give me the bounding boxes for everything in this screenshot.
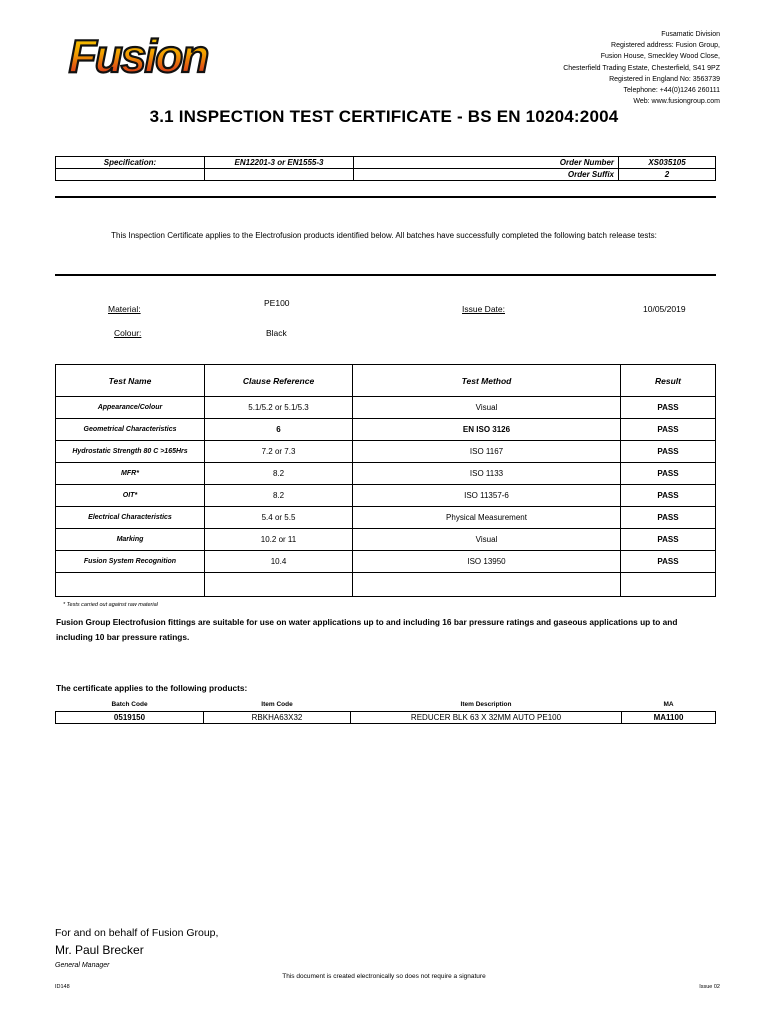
test-result: PASS [621, 463, 716, 485]
colour-label: Colour: [114, 328, 142, 338]
issue-number: Issue 02 [699, 984, 720, 990]
test-method: ISO 11357-6 [353, 485, 621, 507]
test-result: PASS [621, 441, 716, 463]
clause-ref: 5.4 or 5.5 [205, 507, 353, 529]
spec-label: Specification: [56, 157, 205, 169]
item-description: REDUCER BLK 63 X 32MM AUTO PE100 [351, 712, 622, 724]
test-result: PASS [621, 529, 716, 551]
test-method: ISO 1167 [353, 441, 621, 463]
table-row [56, 419, 716, 441]
address-line: Registered address: Fusion Group, [611, 42, 720, 50]
test-result: PASS [621, 507, 716, 529]
spec-row [56, 169, 716, 181]
spec-table [55, 156, 716, 181]
electronic-notice: This document is created electronically so does not require a signature [282, 973, 486, 980]
intro-text: This Inspection Certificate applies to the Electrofusion products identified below. All batches have successfully completed the following batch release tests: [111, 231, 657, 240]
raw-material-note: * Tests carried out against raw material [63, 602, 158, 608]
address-line: Fusamatic Division [661, 31, 720, 38]
col-header-item-code: Item Code [261, 701, 293, 708]
table-row [56, 573, 716, 597]
clause-ref [205, 573, 353, 597]
order-suffix-label: Order Suffix [354, 169, 619, 181]
test-method: Visual [353, 397, 621, 419]
table-row [56, 397, 716, 419]
logo-wordmark: Fusion [68, 30, 208, 82]
company-address [563, 29, 720, 107]
test-name: Marking [56, 529, 205, 551]
issue-date-label: Issue Date: [462, 304, 505, 314]
behalf-text: For and on behalf of Fusion Group, [55, 927, 219, 939]
clause-ref: 7.2 or 7.3 [205, 441, 353, 463]
spec-value: EN12201-3 or EN1555-3 [205, 157, 354, 169]
spec-empty-cell [56, 169, 205, 181]
divider [55, 196, 716, 198]
issue-date: 10/05/2019 [643, 304, 686, 314]
test-method: ISO 13950 [353, 551, 621, 573]
test-name: Geometrical Characteristics [56, 419, 205, 441]
table-row [56, 485, 716, 507]
col-header-test-name: Test Name [56, 365, 205, 397]
test-name: OIT* [56, 485, 205, 507]
col-header-clause: Clause Reference [205, 365, 353, 397]
spec-empty-cell [205, 169, 354, 181]
table-row [56, 551, 716, 573]
address-line: Fusion House, Smeckley Wood Close, [600, 53, 720, 61]
col-header-method: Test Method [353, 365, 621, 397]
table-row [56, 507, 716, 529]
col-header-result: Result [621, 365, 716, 397]
col-header-batch: Batch Code [111, 701, 148, 708]
address-line: Web: www.fusiongroup.com [633, 98, 720, 106]
suitability-statement: Fusion Group Electrofusion fittings are suitable for use on water applications up to and including 16 bar pressure ratings and gaseous applications up to and including 10 bar pressure ratings. [56, 617, 678, 642]
address-line: Chesterfield Trading Estate, Chesterfield, S41 9PZ [563, 64, 720, 72]
test-method: Physical Measurement [353, 507, 621, 529]
test-name: MFR* [56, 463, 205, 485]
signatory-role: General Manager [55, 962, 110, 969]
products-intro: The certificate applies to the following products: [56, 683, 248, 693]
test-result: PASS [621, 397, 716, 419]
table-row [56, 463, 716, 485]
batch-code: 0519150 [56, 712, 204, 724]
clause-ref: 8.2 [205, 485, 353, 507]
test-method [353, 573, 621, 597]
table-row [56, 529, 716, 551]
table-row [56, 712, 716, 724]
col-header-ma: MA [663, 701, 674, 708]
test-name: Appearance/Colour [56, 397, 205, 419]
test-method: ISO 1133 [353, 463, 621, 485]
test-result: PASS [621, 485, 716, 507]
address-line: Telephone: +44(0)1246 260111 [623, 87, 720, 95]
ma-code: MA1100 [622, 712, 716, 724]
test-name [56, 573, 205, 597]
clause-ref: 5.1/5.2 or 5.1/5.3 [205, 397, 353, 419]
test-method: EN ISO 3126 [353, 419, 621, 441]
col-header-item-desc: Item Description [460, 701, 512, 708]
fusion-logo [58, 28, 218, 84]
divider [55, 274, 716, 276]
test-result: PASS [621, 419, 716, 441]
test-result [621, 573, 716, 597]
test-result: PASS [621, 551, 716, 573]
certificate-title: 3.1 INSPECTION TEST CERTIFICATE - BS EN 10204:2004 [149, 107, 619, 126]
item-code: RBKHA63X32 [204, 712, 351, 724]
clause-ref: 8.2 [205, 463, 353, 485]
material-value: PE100 [264, 298, 290, 308]
test-name: Electrical Characteristics [56, 507, 205, 529]
clause-ref: 10.4 [205, 551, 353, 573]
order-number: XS035105 [619, 157, 716, 169]
test-name: Fusion System Recognition [56, 551, 205, 573]
products-table [55, 698, 716, 724]
order-suffix: 2 [619, 169, 716, 181]
spec-row [56, 157, 716, 169]
colour-value: Black [266, 328, 287, 338]
test-method: Visual [353, 529, 621, 551]
document-id: ID148 [55, 984, 70, 990]
clause-ref: 10.2 or 11 [205, 529, 353, 551]
order-number-label: Order Number [354, 157, 619, 169]
clause-ref: 6 [205, 419, 353, 441]
products-header-row [56, 698, 716, 712]
test-name: Hydrostatic Strength 80 C >165Hrs [56, 441, 205, 463]
tests-table [55, 364, 716, 597]
tests-header-row [56, 365, 716, 397]
table-row [56, 441, 716, 463]
material-label: Material: [108, 304, 141, 314]
signatory-name: Mr. Paul Brecker [55, 943, 144, 957]
address-line: Registered in England No: 3563739 [609, 75, 720, 83]
